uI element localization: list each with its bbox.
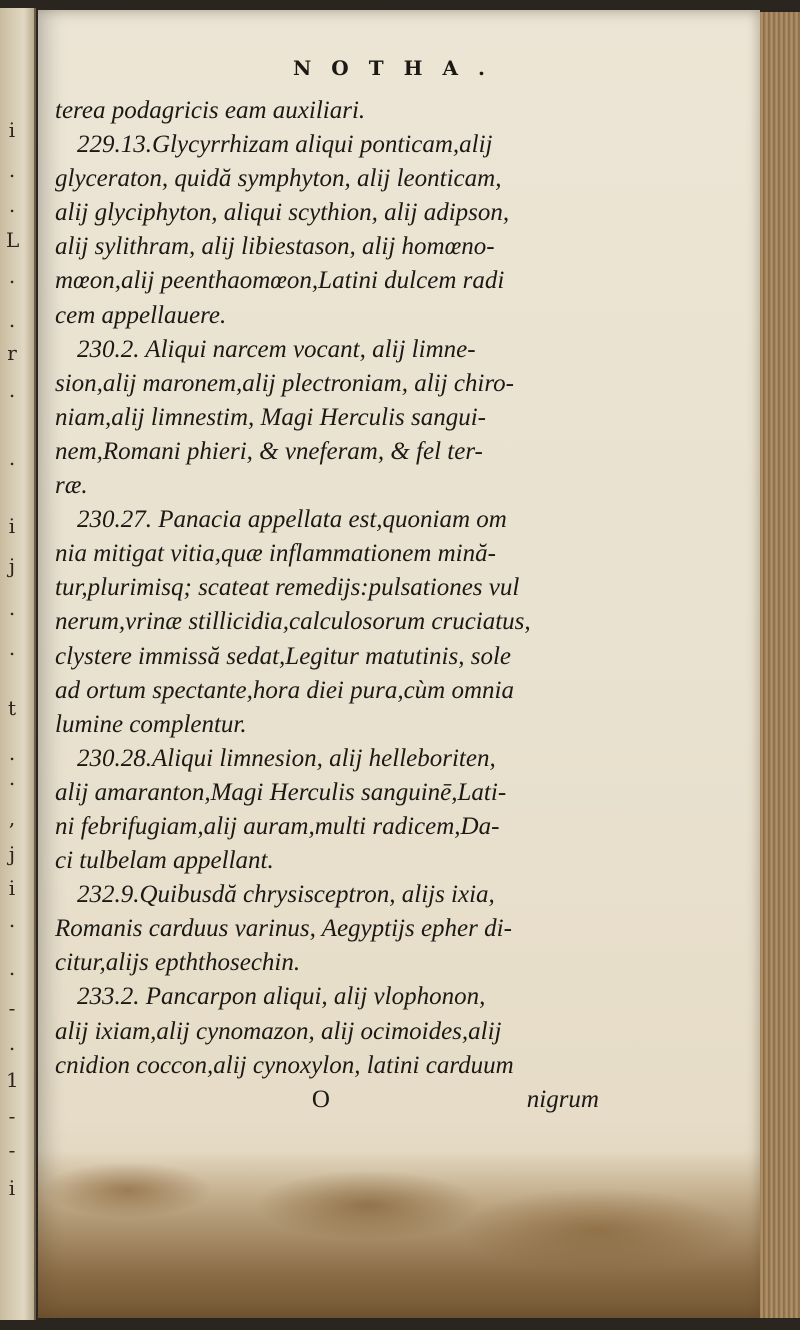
left-margin-mark: L — [6, 228, 20, 252]
left-margin-mark: . — [8, 766, 16, 790]
left-margin-mark: . — [8, 596, 16, 620]
left-margin-mark: , — [8, 806, 16, 830]
text-line: 232.9.Quibusdă chrysisceptron, alijs ixia, — [77, 881, 495, 909]
left-margin-mark: r — [7, 341, 17, 365]
text-line: alij amaranton,Magi Herculis sanguinē,Lati- — [55, 778, 507, 806]
text-line: cnidion coccon,alij cynoxylon, latini carduum — [55, 1051, 514, 1079]
left-margin-mark: 1 — [6, 1068, 19, 1092]
text-line: ad ortum spectante,hora diei pura,cùm omnia — [55, 676, 514, 704]
left-margin-mark: - — [8, 996, 16, 1020]
left-margin-mark: . — [8, 1031, 16, 1055]
text-line: alij sylithram, alij libiestason, alij homœno- — [55, 233, 495, 261]
text-line: terea podagricis eam auxiliari. — [55, 97, 366, 124]
text-line: 230.2. Aliqui narcem vocant, alij limne- — [77, 335, 476, 363]
text-line: nem,Romani phieri, & vneferam, & fel ter- — [55, 437, 483, 465]
left-margin-mark: . — [8, 378, 16, 402]
footer-row — [55, 1083, 599, 1117]
left-margin-mark: . — [8, 636, 16, 660]
left-margin-mark: t — [7, 696, 17, 720]
text-line: 230.28.Aliqui limnesion, alij helleboriten, — [77, 744, 496, 772]
text-line: niam,alij limnestim, Magi Herculis sangui- — [55, 403, 486, 431]
left-margin-mark: . — [8, 308, 16, 332]
left-margin-mark: . — [8, 741, 16, 765]
facing-page-edge — [0, 8, 36, 1320]
running-head: NOTHA. — [293, 56, 505, 80]
text-line: citur,alijs epththosechin. — [55, 949, 301, 977]
left-margin-mark: . — [8, 956, 16, 980]
left-margin-mark: i — [8, 1176, 16, 1200]
text-line: alij ixiam,alij cynomazon, alij ocimoides,alij — [55, 1017, 502, 1045]
left-margin-mark: . — [8, 908, 16, 932]
left-margin-mark: . — [8, 264, 16, 288]
text-line: glyceraton, quidă symphyton, alij leonticam, — [55, 165, 502, 193]
text-line: ni febrifugiam,alij auram,multi radicem,Da- — [55, 812, 500, 840]
text-line: ci tulbelam appellant. — [55, 847, 274, 875]
left-margin-mark: . — [8, 193, 16, 217]
text-line: Romanis carduus varinus, Aegyptijs epher di- — [55, 915, 512, 943]
text-line: sion,alij maronem,alij plectroniam, alij chiro- — [55, 369, 514, 397]
text-line: nia mitigat vitia,quæ inflammationem mină- — [55, 540, 496, 568]
text-line: alij glyciphyton, aliqui scythion, alij adipson, — [55, 199, 510, 227]
text-line: clystere immissă sedat,Legitur matutinis, sole — [55, 642, 511, 670]
body-text — [55, 94, 610, 1117]
signature-mark: O — [311, 1085, 330, 1113]
page-block-edge — [760, 12, 800, 1318]
left-margin-mark: i — [8, 118, 16, 142]
text-line: 233.2. Pancarpon aliqui, alij vlophonon, — [77, 983, 486, 1011]
left-margin-mark: i — [8, 514, 16, 538]
left-margin-mark: . — [8, 446, 16, 470]
catchword: nigrum — [526, 1085, 599, 1113]
text-line: 230.27. Panacia appellata est,quoniam om — [77, 506, 507, 534]
left-margin-mark: i — [8, 876, 16, 900]
left-margin-mark: j — [8, 554, 16, 578]
text-line: mœon,alij peenthaomœon,Latini dulcem radi — [55, 267, 505, 295]
text-line: tur,plurimisq; scateat remedijs:pulsationes vul — [55, 574, 520, 602]
left-margin-mark: j — [8, 842, 16, 866]
text-line: lumine complentur. — [55, 710, 247, 738]
text-line: cem appellauere. — [55, 301, 227, 329]
left-margin-mark: . — [8, 158, 16, 182]
left-margin-mark: - — [8, 1104, 16, 1128]
text-line: nerum,vrinæ stillicidia,calculosorum cruciatus, — [55, 608, 531, 636]
left-margin-mark: - — [8, 1138, 16, 1162]
text-line: 229.13.Glycyrrhizam aliqui ponticam,alij — [77, 131, 493, 159]
text-line: ræ. — [55, 472, 88, 500]
